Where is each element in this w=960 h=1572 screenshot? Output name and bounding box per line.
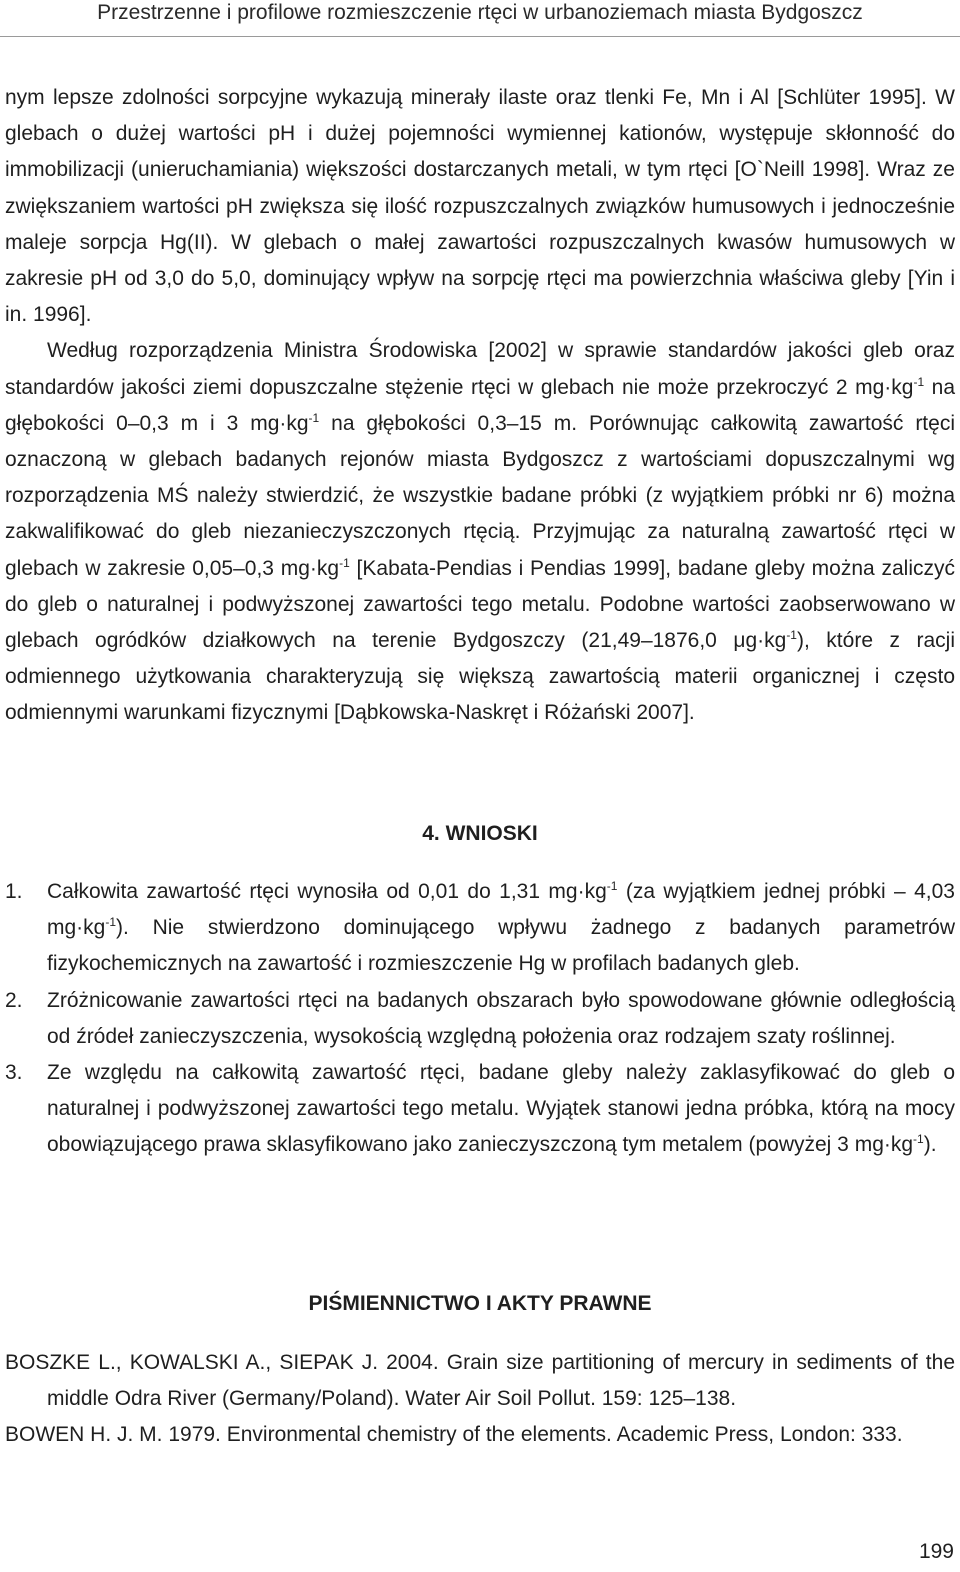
text-run: na głębokości 0,3–15 m. Porównując całkowitą zawartość rtęci oznaczoną w glebach badanych rejonów miasta Bydgoszcz z wartościami dopuszczalnymi wg rozporządzenia MŚ należy stwierdzić, że wszystkie badane próbki (z wyjątkiem próbki nr 6) można zakwalifikować do gleb niezanieczyszczonych rtęcią. Przyjmując za naturalną zawartość rtęci w glebach w zakresie 0,05–0,3 mg·kg [5,411,955,580]
text-run: Według rozporządzenia Ministra Środowiska [2002] w sprawie standardów jakości gleb oraz standardów jakości ziemi dopuszczalne stężenie rtęci w glebach nie może przekroczyć 2 mg·kg [5,339,955,399]
text-run: Całkowita zawartość rtęci wynosiła od 0,01 do 1,31 mg·kg [47,880,607,903]
text-run: ), które z racji odmiennego użytkowania charakteryzują się większą zawartością materii organicznej i często odmiennymi warunkami fizycznymi [Dąbkowska-Naskręt i Różański 2007]. [5,629,955,725]
conclusions-list [5,874,955,1164]
list-number: 2. [5,988,23,1012]
running-header: Przestrzenne i profilowe rozmieszczenie rtęci w urbanoziemach miasta Bydgoszcz [97,1,863,24]
references-list [5,1345,955,1454]
exponent: -1 [308,410,320,425]
section-heading-references: PIŚMIENNICTWO I AKTY PRAWNE [308,1292,652,1315]
exponent: -1 [786,628,797,643]
body-text [5,80,955,732]
text-run: (za wyjątkiem jednej próbki – 4,03 mg·kg [47,880,955,940]
paragraph: nym lepsze zdolności sorpcyjne wykazują minerały ilaste oraz tlenki Fe, Mn i Al [Schlüter 1995]. W glebach o dużej wartości pH i dużej pojemności wymiennej kationów, występuje skłonność do immobilizacji (unieruchamiania) większości dostarczanych metali, w tym rtęci [O`Neill 1998]. Wraz ze zwiększaniem wartości pH zwiększa się ilość rozpuszczalnych związków humusowych i jednocześnie maleje sorpcja Hg(II). W glebach o małej zawartości rozpuszczalnych kwasów humusowych w zakresie pH od 3,0 do 5,0, dominujący wpływ na sorpcję rtęci ma powierzchnia właściwa gleby [Yin i in. 1996]. [5,86,955,327]
list-number: 1. [5,880,23,903]
exponent: -1 [913,374,925,389]
list-number: 3. [5,1061,23,1085]
text-run: Ze względu na całkowitą zawartość rtęci, badane gleby należy zaklasyfikować do gleb o naturalnej i podwyższonej zawartości tego metalu. Wyjątek stanowi jedna próbka, którą na mocy obowiązującego prawa sklasyfikowano jako zanieczyszczoną tym metalem (powyżej 3 mg·kg [47,1061,955,1157]
exponent: -1 [606,879,618,893]
list-item [5,983,955,1055]
exponent: -1 [105,915,117,930]
page-number: 199 [918,1540,954,1563]
header-divider [0,36,960,37]
text-run: na głębokości 0–0,3 m i 3 mg·kg [5,375,956,435]
exponent: -1 [339,555,350,570]
section-heading-conclusions: 4. WNIOSKI [422,822,538,845]
exponent: -1 [913,1132,924,1147]
text-run: Zróżnicowanie zawartości rtęci na badanych obszarach było spowodowane głównie odległością od źródeł zanieczyszczenia, wysokością względną położenia oraz rodzajem szaty roślinnej. [47,988,955,1048]
reference-item: BOSZKE L., KOWALSKI A., SIEPAK J. 2004. Grain size partitioning of mercury in sediments of the middle Odra River (Germany/Poland). Water Air Soil Pollut. 159: 125–138. [5,1351,955,1411]
text-run: ). [923,1133,937,1157]
text-run: [Kabata-Pendias i Pendias 1999], badane gleby można zaliczyć do gleb o naturalnej i podwyższonej zawartości tego metalu. Podobne wartości zaobserwowano w glebach ogródków działkowych na terenie Bydgoszczy (21,49–1876,0 μg·kg [5,556,955,653]
reference-item: BOWEN H. J. M. 1979. Environmental chemistry of the elements. Academic Press, London: 333. [5,1423,903,1447]
list-item [5,1055,955,1164]
list-item [5,874,955,983]
paragraph [5,333,955,731]
text-run: ). Nie stwierdzono dominującego wpływu żadnego z badanych parametrów fizykochemicznych na zawartość i rozmieszczenie Hg w profilach badanych gleb. [47,916,955,976]
